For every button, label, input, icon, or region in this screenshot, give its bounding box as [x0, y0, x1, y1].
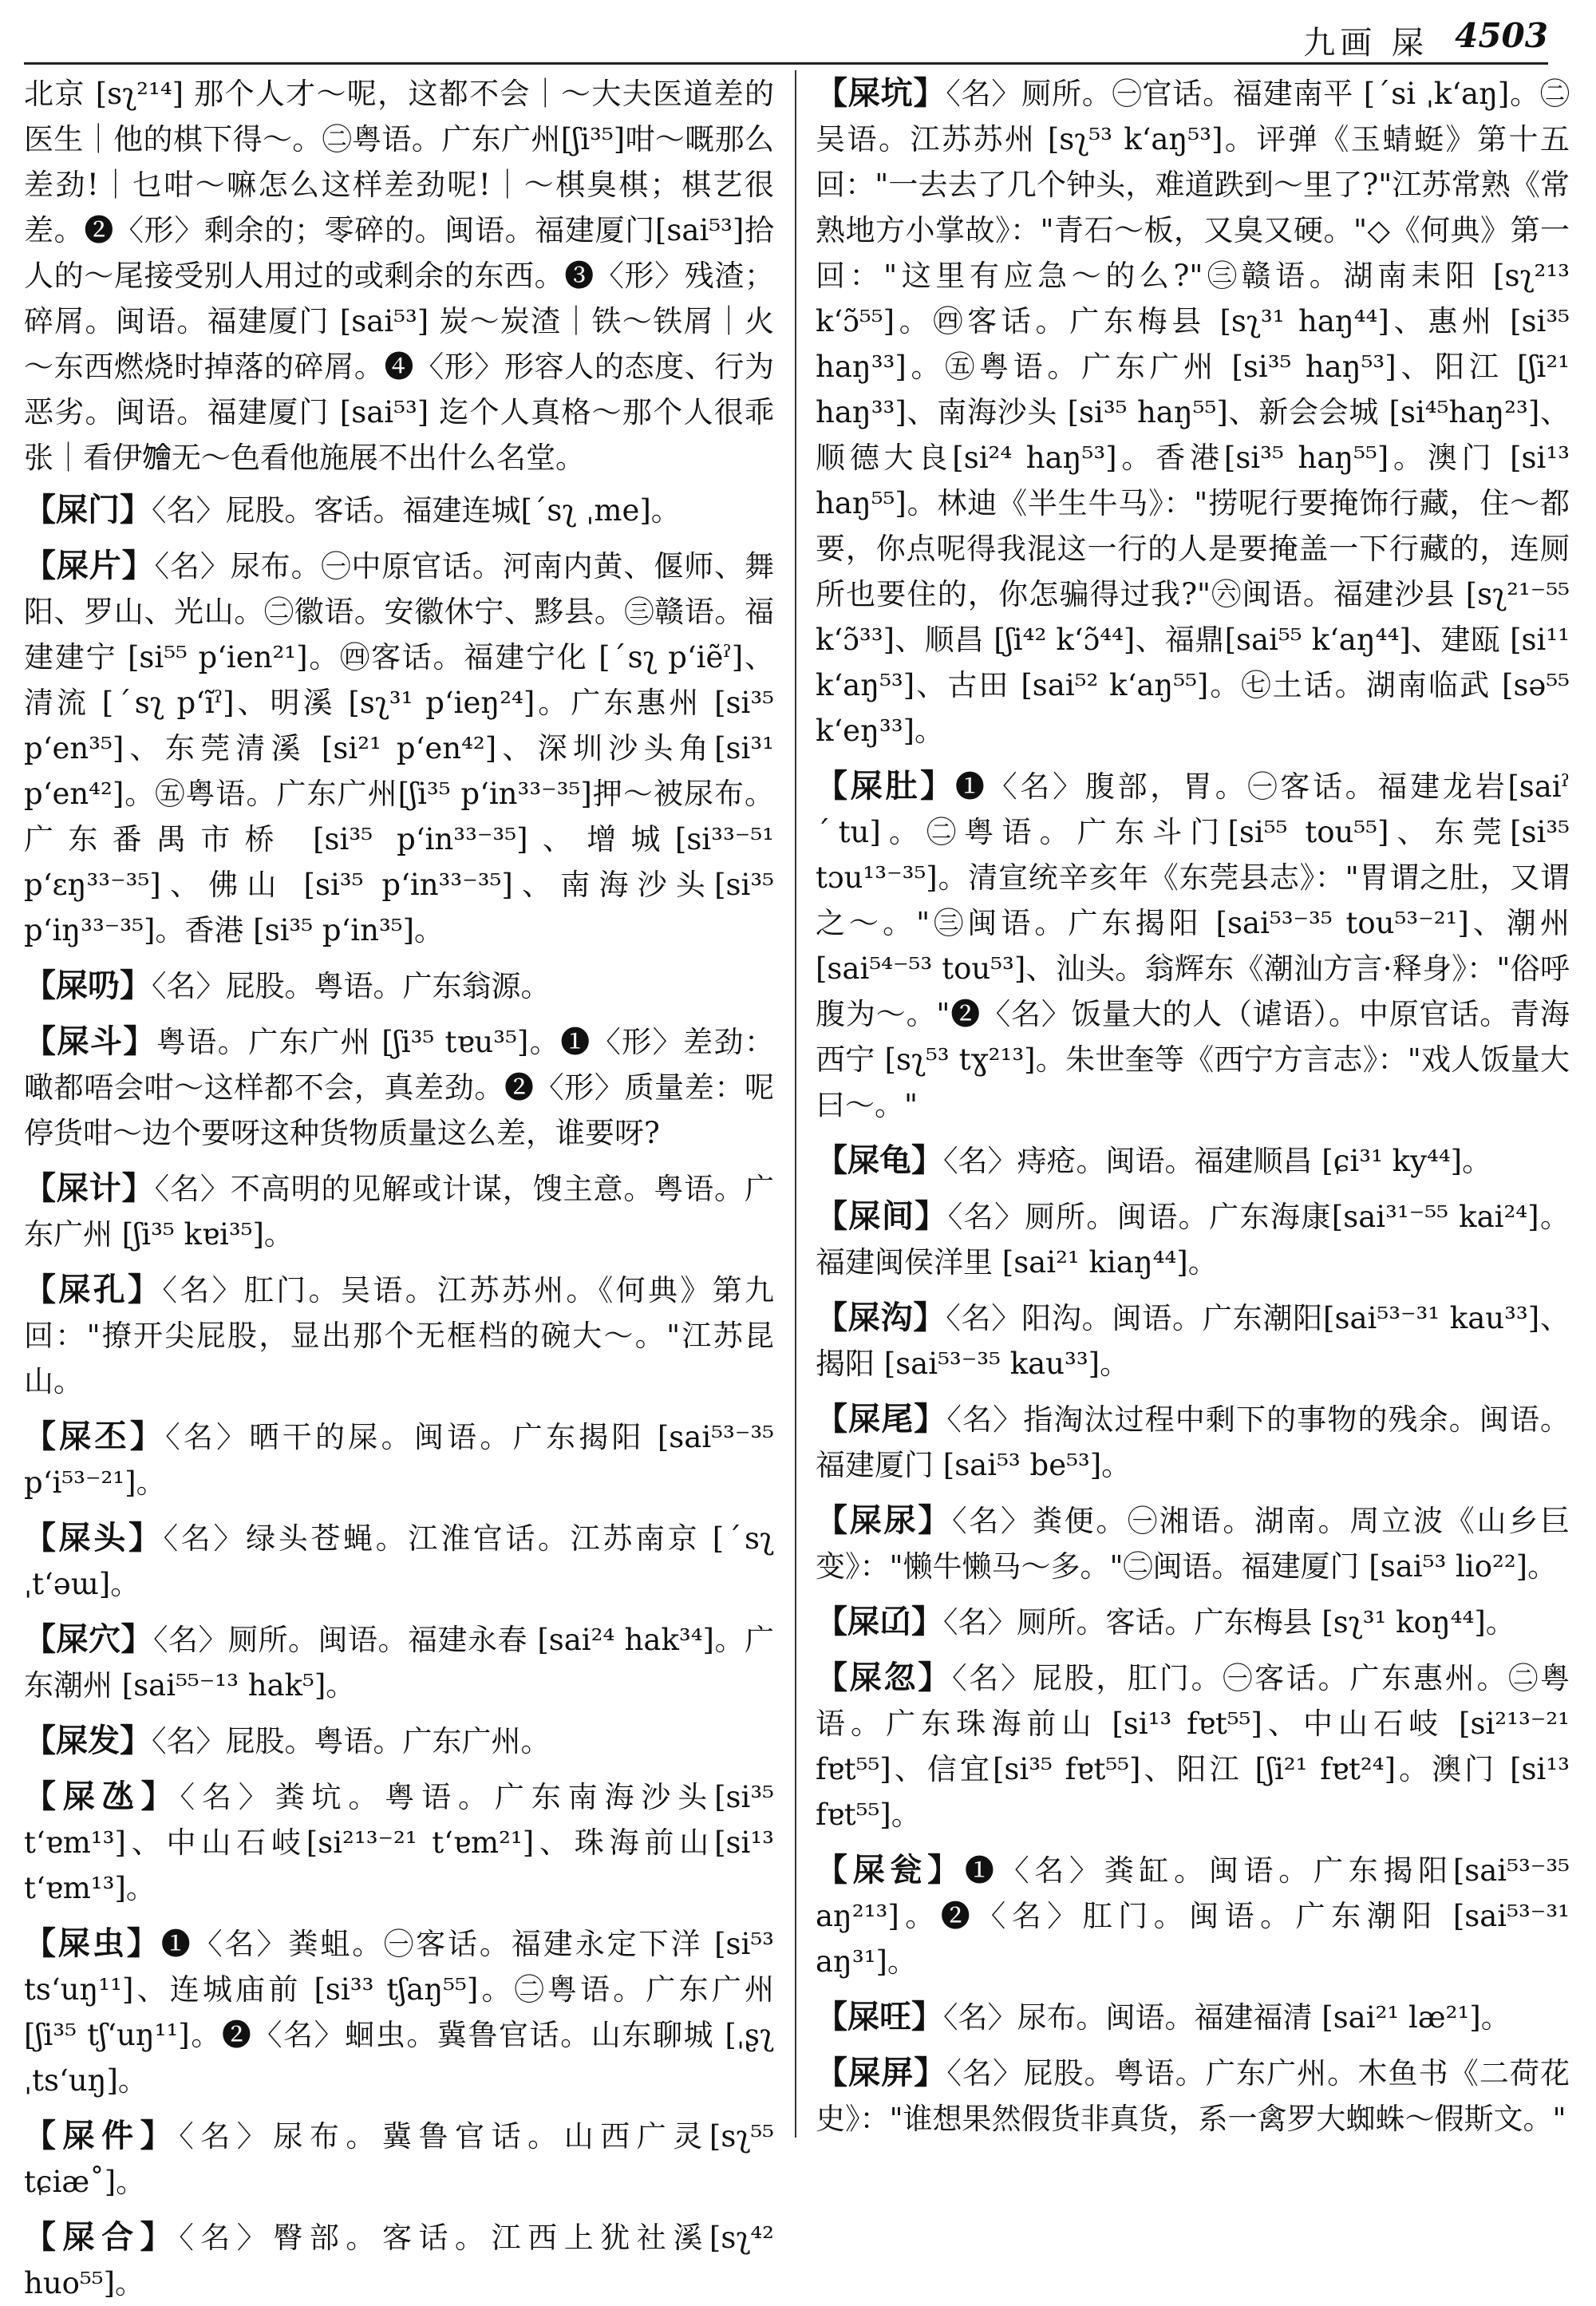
dictionary-entry: [816, 1655, 1570, 1837]
entry-body: 〈名〉不高明的见解或计谋，馊主意。粤语。广东广州 [ʃi³⁵ kɐi³⁵]。: [24, 1172, 775, 1252]
dictionary-entry: [816, 1193, 1570, 1285]
entry-headword: 【屎虫】: [24, 1924, 161, 1962]
entry-body: 〈名〉屁股。客话。福建连城[ˊsʅ ˌme]。: [152, 493, 681, 528]
entry-body: ❶〈名〉粪缸。闽语。广东揭阳[sai⁵³⁻³⁵ aŋ²¹³]。❷〈名〉肛门。闽语。广东潮阳 [sai⁵³⁻³¹ aŋ³¹]。: [816, 1853, 1570, 1979]
dictionary-entry: [24, 70, 774, 481]
entry-headword: 【屎片】: [24, 547, 155, 584]
dictionary-entry: [816, 1137, 1570, 1184]
dictionary-entry: [816, 70, 1570, 754]
dictionary-entry: [816, 1396, 1570, 1488]
entry-body: 〈名〉痔疮。闽语。福建顺昌 [ɕi³¹ ky⁴⁴]。: [943, 1144, 1492, 1178]
dictionary-entry: [24, 1616, 774, 1708]
entry-headword: 【屎尿】: [816, 1501, 953, 1539]
entry-body: 〈名〉尿布。闽语。福建福清 [sai²¹ læ²¹]。: [943, 2000, 1511, 2035]
right-column: [816, 70, 1570, 2146]
entry-body: 〈名〉肛门。吴语。江苏苏州。《何典》第九回："撩开尖屁股，显出那个无框档的碗大～。"江苏昆山。: [24, 1273, 775, 1398]
entry-body: 〈名〉屁股。粤语。广东翁源。: [152, 969, 551, 1003]
entry-headword: 【屎斗】: [24, 1022, 156, 1060]
entry-body: 〈名〉绿头苍蝇。江淮官话。江苏南京 [ˊsʅ ˌtʻəɯ]。: [24, 1521, 774, 1601]
entry-headword: 【屎门】: [24, 491, 152, 528]
entry-body: 〈名〉屁股。粤语。广东广州。木鱼书《二荷花史》："谁想果然假货非真货，系一禽罗大蜘蛛～假斯文。": [816, 2056, 1570, 2136]
entry-body: 〈名〉晒干的屎。闽语。广东揭阳 [sai⁵³⁻³⁵ pʻi⁵³⁻²¹]。: [24, 1420, 775, 1500]
entry-headword: 【屎间】: [816, 1197, 948, 1235]
left-column: [24, 70, 775, 2300]
entry-headword: 【屎㕵】: [816, 1998, 943, 2035]
entry-headword: 【屎沟】: [816, 1299, 946, 1336]
dictionary-entry: [24, 2113, 774, 2205]
entry-headword: 【屎屏】: [816, 2054, 947, 2091]
entry-body: 〈名〉粪坑。粤语。广东南海沙头[si³⁵ tʻɐm¹³]、中山石岐[si²¹³⁻²¹ tʻɐm²¹]、珠海前山[si¹³ tʻɐm¹³]。: [24, 1780, 775, 1905]
entry-headword: 【屎忽】: [816, 1659, 953, 1696]
dictionary-entry: [24, 1920, 774, 2103]
dictionary-entry: [24, 543, 774, 953]
entry-headword: 【屎计】: [24, 1169, 155, 1207]
entry-body: 〈名〉阳沟。闽语。广东潮阳[sai⁵³⁻³¹ kau³³]、揭阳 [sai⁵³⁻³⁵ kau³³]。: [816, 1301, 1570, 1381]
entry-headword: 【屎发】: [24, 1722, 152, 1759]
entry-body: 〈名〉屁股，肛门。㊀客话。广东惠州。㊁粤语。广东珠海前山 [si¹³ fɐt⁵⁵]、中山石岐 [si²¹³⁻²¹ fɐt⁵⁵]、信宜[si³⁵ fɐt⁵⁵]、阳江 [ʃi²¹ fɐt²⁴]。澳门 [si¹³ fɐt⁵⁵]。: [816, 1661, 1570, 1832]
entry-headword: 【屎氹】: [24, 1778, 180, 1815]
dictionary-entry: [816, 1497, 1570, 1589]
entry-headword: 【屎合】: [24, 2218, 180, 2256]
page-header: [24, 6, 1548, 65]
entry-body: 〈名〉指淘汰过程中剩下的事物的残余。闽语。福建厦门 [sai⁵³ be⁵³]。: [816, 1402, 1570, 1482]
entry-headword: 【屎𠙶】: [816, 1603, 943, 1640]
entry-body: 〈名〉尿布。㊀中原官话。河南内黄、偃师、舞阳、罗山、光山。㊁徽语。安徽休宁、黟县。㊂赣语。福建建宁 [si⁵⁵ pʻien²¹]。㊃客话。福建宁化 [ˊsʅ pʻiẽˀ]、清流 [ˊsʅ pʻĩˀ]、明溪 [sʅ³¹ pʻieŋ²⁴]。广东惠州 [si³⁵ pʻen³⁵]、东莞清溪 [si²¹ pʻen⁴²]、深圳沙头角[si³¹ pʻen⁴²]。㊄粤语。广东广州[ʃi³⁵ pʻin³³⁻³⁵]押～被尿布。广东番禺市桥 [si³⁵ pʻin³³⁻³⁵]、增城[si³³⁻⁵¹ pʻɛŋ³³⁻³⁵]、佛山 [si³⁵ pʻin³³⁻³⁵]、南海沙头[si³⁵ pʻiŋ³³⁻³⁵]。香港 [si³⁵ pʻin³⁵]。: [24, 549, 775, 947]
entry-body: 〈名〉厕所。闽语。广东海康[sai³¹⁻⁵⁵ kai²⁴]。福建闽侯洋里 [sai²¹ kiaŋ⁴⁴]。: [816, 1200, 1570, 1280]
dictionary-entry: [24, 1165, 774, 1257]
entry-body: 〈名〉厕所。㊀官话。福建南平 [ˊsi ˌkʻaŋ]。㊁吴语。江苏苏州 [sʅ⁵³ kʻaŋ⁵³]。评弹《玉蜻蜓》第十五回："一去去了几个钟头，难道跌到～里了?"江苏常熟《常熟地方小掌故》："青石～板，又臭又硬。"◇《何典》第一回："这里有应急～的么?"㊂赣语。湖南耒阳 [sʅ²¹³ kʻɔ̃⁵⁵]。㊃客话。广东梅县 [sʅ³¹ haŋ⁴⁴]、惠州 [si³⁵ haŋ³³]。㊄粤语。广东广州 [si³⁵ haŋ⁵³]、阳江 [ʃi²¹ haŋ³³]、南海沙头 [si³⁵ haŋ⁵⁵]、新会会城 [si⁴⁵haŋ²³]、顺德大良[si²⁴ haŋ⁵³]。香港[si³⁵ haŋ⁵⁵]。澳门 [si¹³ haŋ⁵⁵]。林迪《半生牛马》："捞呢行要掩饰行藏，住～都要，你点呢得我混这一行的人是要掩盖一下行藏的，连厕所也要住的，你怎骗得过我?"㊅闽语。福建沙县 [sʅ²¹⁻⁵⁵ kʻɔ̃³³]、顺昌 [ʃi⁴² kʻɔ̃⁴⁴]、福鼎[sai⁵⁵ kʻaŋ⁴⁴]、建瓯 [si¹¹ kʻaŋ⁵³]、古田 [sai⁵² kʻaŋ⁵⁵]。㊆土话。湖南临武 [sə⁵⁵ kʻeŋ³³]。: [816, 77, 1570, 748]
dictionary-entry: [24, 1019, 774, 1156]
entry-body: 粤语。广东广州 [ʃi³⁵ tɐu³⁵]。❶〈形〉差劲：噉都唔会咁～这样都不会，真差劲。❷〈形〉质量差：呢停货咁～边个要呀这种货物质量这么差，谁要呀?: [24, 1025, 775, 1150]
dictionary-entry: [24, 487, 774, 533]
dictionary-entry: [816, 763, 1570, 1128]
entry-body: 〈名〉厕所。闽语。福建永春 [sai²⁴ hak³⁴]。广东潮州 [sai⁵⁵⁻¹³ hak⁵]。: [24, 1623, 774, 1703]
entry-body: 〈名〉臀部。客话。江西上犹社溪[sʅ⁴² huo⁵⁵]。: [24, 2221, 774, 2300]
dictionary-entry: [816, 1847, 1570, 1984]
dictionary-entry: [816, 1295, 1570, 1386]
dictionary-entry: [816, 2050, 1570, 2142]
entry-headword: 【屎瓮】: [816, 1851, 965, 1889]
entry-body: 北京 [sʅ²¹⁴] 那个人才～呢，这都不会｜～大夫医道差的医生｜他的棋下得～。㊁粤语。广东广州[ʃi³⁵]咁～嘅那么差劲!｜乜咁～嘛怎么这样差劲呢!｜～棋臭棋；棋艺很差。❷〈形〉剩余的；零碎的。闽语。福建厦门[sai⁵³]拾人的～尾接受别人用过的或剩余的东西。❸〈形〉残渣；碎屑。闽语。福建厦门 [sai⁵³] 炭～炭渣｜铁～铁屑｜火～东西燃烧时掉落的碎屑。❹〈形〉形容人的态度、行为恶劣。闽语。福建厦门 [sai⁵³] 迄个人真格～那个人很乖张｜看伊𣍐无～色看他施展不出什么名堂。: [24, 77, 774, 475]
entry-headword: 【屎孔】: [24, 1271, 163, 1308]
column-divider: [795, 70, 796, 2138]
dictionary-entry: [24, 2214, 774, 2306]
dictionary-entry: [24, 1515, 774, 1607]
entry-headword: 【屎龟】: [816, 1141, 943, 1179]
entry-headword: 【屎穴】: [24, 1620, 154, 1658]
entry-body: 〈名〉尿布。冀鲁官话。山西广灵[sʅ⁵⁵ tɕiæ˚]。: [24, 2119, 774, 2199]
entry-headword: 【屎尾】: [816, 1400, 947, 1438]
page-number: 4503: [1455, 16, 1548, 55]
dictionary-entry: [24, 1718, 774, 1764]
dictionary-entry: [24, 1774, 774, 1911]
header-title: 九画 屎: [1303, 25, 1428, 61]
dictionary-entry: [816, 1994, 1570, 2040]
entry-body: ❶〈名〉粪蛆。㊀客话。福建永定下洋 [si⁵³ tsʻuŋ¹¹]、连城庙前 [si³³ tʃaŋ⁵⁵]。㊁粤语。广东广州 [ʃi³⁵ tʃʻuŋ¹¹]。❷〈名〉蛔虫。冀鲁官话。山东聊城 [ˌʂʅ ˌtsʻuŋ]。: [24, 1927, 775, 2098]
dictionary-entry: [816, 1599, 1570, 1645]
entry-headword: 【屎丕】: [24, 1418, 166, 1455]
entry-body: 〈名〉厕所。客话。广东梅县 [sʅ³¹ koŋ⁴⁴]。: [943, 1605, 1515, 1640]
dictionary-entry: [24, 1267, 774, 1404]
dictionary-entry: [24, 1414, 774, 1505]
entry-headword: 【屎肚】: [816, 767, 955, 805]
entry-headword: 【屎头】: [24, 1519, 164, 1556]
entry-body: 〈名〉粪便。㊀湘语。湖南。周立波《山乡巨变》："懒牛懒马～多。"㊁闽语。福建厦门 [sai⁵³ lio²²]。: [816, 1504, 1570, 1584]
entry-headword: 【屎件】: [24, 2117, 180, 2154]
entry-headword: 【屎𠮨】: [24, 967, 152, 1004]
entry-body: ❶〈名〉腹部，胃。㊀客话。福建龙岩[saiˀ ˊtu]。㊁粤语。广东斗门[si⁵⁵ tou⁵⁵]、东莞[si³⁵ tɔu¹³⁻³⁵]。清宣统辛亥年《东莞县志》："胃谓之肚，又谓之～。"㊂闽语。广东揭阳 [sai⁵³⁻³⁵ tou⁵³⁻²¹]、潮州 [sai⁵⁴⁻⁵³ tou⁵³]、汕头。翁辉东《潮汕方言·释身》："俗呼腹为～。"❷〈名〉饭量大的人（谑语）。中原官话。青海西宁 [sʅ⁵³ tɣ²¹³]。朱世奎等《西宁方言志》："戏人饭量大曰～。": [816, 769, 1570, 1122]
dictionary-entry: [24, 963, 774, 1009]
entry-body: 〈名〉屁股。粤语。广东广州。: [152, 1724, 551, 1758]
entry-headword: 【屎坑】: [816, 74, 946, 112]
